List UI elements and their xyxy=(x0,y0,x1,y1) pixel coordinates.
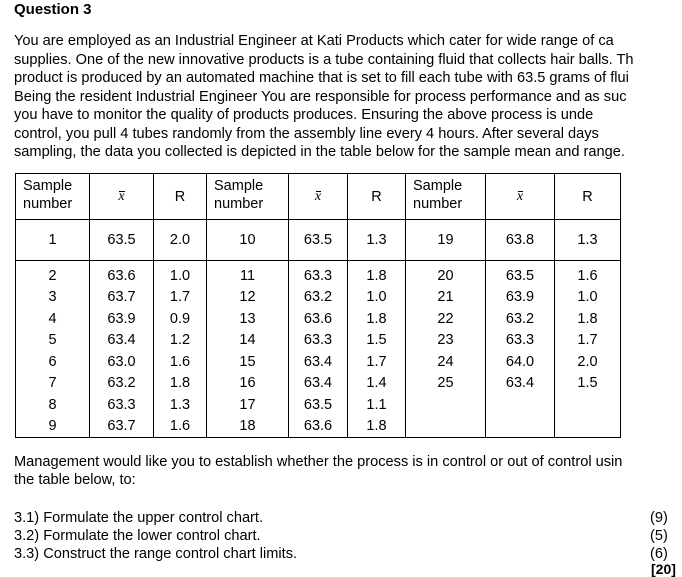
table-cell: 64.0 xyxy=(486,351,555,373)
table-cell xyxy=(486,416,555,438)
table-cell xyxy=(555,394,621,416)
table-cell: 1.4 xyxy=(348,373,406,395)
table-cell: 2.0 xyxy=(154,220,207,261)
table-cell: 63.4 xyxy=(289,373,348,395)
table-cell: 12 xyxy=(207,287,289,309)
sub-question: 3.3) Construct the range control chart limits. xyxy=(14,546,298,562)
table-cell: 63.4 xyxy=(486,373,555,395)
table-header-row xyxy=(16,174,621,220)
management-line: Management would like you to establish whether the process is in control or out of control usin xyxy=(14,454,623,470)
sub-question: 3.2) Formulate the lower control chart. xyxy=(14,528,261,544)
header-sample-number: Sample number xyxy=(16,174,90,220)
table-row xyxy=(16,308,621,330)
header-sample-number: Sample number xyxy=(207,174,289,220)
question-paragraph xyxy=(14,32,682,162)
table-cell: 1.5 xyxy=(555,373,621,395)
paragraph-line: you have to monitor the quality of products produces. Ensuring the above process is unde xyxy=(14,107,594,123)
table-cell: 1.8 xyxy=(555,308,621,330)
table-cell: 13 xyxy=(207,308,289,330)
header-range: R xyxy=(555,174,621,220)
sub-question: 3.1) Formulate the upper control chart. xyxy=(14,510,264,526)
table-cell xyxy=(555,416,621,438)
paragraph-line: supplies. One of the new innovative products is a tube containing fluid that collects hair balls. Th xyxy=(14,51,634,68)
table-cell: 2.0 xyxy=(555,351,621,373)
table-cell: 1.0 xyxy=(555,287,621,309)
table-cell: 1.8 xyxy=(348,261,406,287)
header-range: R xyxy=(348,174,406,220)
table-cell: 24 xyxy=(406,351,486,373)
table-cell: 22 xyxy=(406,308,486,330)
table-cell: 63.2 xyxy=(289,287,348,309)
table-cell: 63.0 xyxy=(90,351,154,373)
table-cell: 63.5 xyxy=(90,220,154,261)
question-marks: (9) xyxy=(650,510,668,526)
table-cell: 1.7 xyxy=(555,330,621,352)
table-cell: 7 xyxy=(16,373,90,395)
table-cell: 1 xyxy=(16,220,90,261)
table-cell: 20 xyxy=(406,261,486,287)
table-cell: 63.6 xyxy=(289,416,348,438)
table-row xyxy=(16,416,621,438)
table-cell: 6 xyxy=(16,351,90,373)
table-cell: 10 xyxy=(207,220,289,261)
question-marks: (5) xyxy=(650,528,668,544)
table-cell: 63.9 xyxy=(486,287,555,309)
marks-column xyxy=(650,509,682,563)
table-row xyxy=(16,394,621,416)
table-cell: 1.2 xyxy=(154,330,207,352)
table-cell: 8 xyxy=(16,394,90,416)
table-cell: 63.5 xyxy=(289,220,348,261)
table-cell: 1.7 xyxy=(348,351,406,373)
table-cell: 1.6 xyxy=(555,261,621,287)
table-row xyxy=(16,220,621,261)
table-cell: 5 xyxy=(16,330,90,352)
table-cell: 0.9 xyxy=(154,308,207,330)
sub-question-list xyxy=(14,509,297,563)
table-cell: 63.6 xyxy=(289,308,348,330)
table-cell: 4 xyxy=(16,308,90,330)
table-row xyxy=(16,261,621,287)
table-cell: 1.8 xyxy=(154,373,207,395)
table-cell: 1.3 xyxy=(555,220,621,261)
table-cell: 63.5 xyxy=(486,261,555,287)
table-cell: 1.0 xyxy=(154,261,207,287)
paragraph-line: sampling, the data you collected is depicted in the table below for the sample mean and range. xyxy=(14,144,625,160)
table-cell: 9 xyxy=(16,416,90,438)
question-heading: Question 3 xyxy=(14,1,92,18)
paragraph-line: control, you pull 4 tubes randomly from the assembly line every 4 hours. After several days xyxy=(14,125,599,142)
paragraph-line: You are employed as an Industrial Engineer at Kati Products which cater for wide range of ca xyxy=(14,33,614,49)
sample-data-table xyxy=(15,173,621,438)
table-cell: 63.2 xyxy=(486,308,555,330)
table-cell: 63.6 xyxy=(90,261,154,287)
header-xbar: x xyxy=(90,174,154,220)
table-cell: 63.8 xyxy=(486,220,555,261)
table-cell xyxy=(406,394,486,416)
table-cell: 1.3 xyxy=(348,220,406,261)
table-cell: 63.7 xyxy=(90,416,154,438)
table-cell: 1.0 xyxy=(348,287,406,309)
table-cell: 1.6 xyxy=(154,351,207,373)
table-cell: 1.8 xyxy=(348,416,406,438)
table-cell: 16 xyxy=(207,373,289,395)
table-cell xyxy=(406,416,486,438)
header-xbar: x xyxy=(289,174,348,220)
table-cell: 19 xyxy=(406,220,486,261)
table-cell: 63.3 xyxy=(289,261,348,287)
table-cell: 63.3 xyxy=(90,394,154,416)
table-cell: 2 xyxy=(16,261,90,287)
table-cell: 1.3 xyxy=(154,394,207,416)
table-row xyxy=(16,351,621,373)
header-sample-number: Sample number xyxy=(406,174,486,220)
table-row xyxy=(16,287,621,309)
table-cell: 1.7 xyxy=(154,287,207,309)
total-marks: [20] xyxy=(651,561,676,577)
management-line: the table below, to: xyxy=(14,472,136,488)
table-cell: 14 xyxy=(207,330,289,352)
table-cell: 1.8 xyxy=(348,308,406,330)
table-cell xyxy=(486,394,555,416)
question-marks: (6) xyxy=(650,546,668,562)
table-body xyxy=(16,220,621,438)
paragraph-line: product is produced by an automated machine that is set to fill each tube with 63.5 grams of flui xyxy=(14,70,629,86)
table-row xyxy=(16,373,621,395)
management-paragraph xyxy=(14,453,682,489)
table-cell: 3 xyxy=(16,287,90,309)
table-cell: 63.9 xyxy=(90,308,154,330)
table-cell: 63.2 xyxy=(90,373,154,395)
table-cell: 1.1 xyxy=(348,394,406,416)
table-cell: 63.3 xyxy=(486,330,555,352)
table-cell: 63.7 xyxy=(90,287,154,309)
table-cell: 63.3 xyxy=(289,330,348,352)
table-cell: 21 xyxy=(406,287,486,309)
header-xbar: x xyxy=(486,174,555,220)
table-cell: 15 xyxy=(207,351,289,373)
table-cell: 1.5 xyxy=(348,330,406,352)
table-cell: 23 xyxy=(406,330,486,352)
table-cell: 25 xyxy=(406,373,486,395)
table-cell: 63.4 xyxy=(289,351,348,373)
table-cell: 17 xyxy=(207,394,289,416)
paragraph-line: Being the resident Industrial Engineer You are responsible for process performance and as suc xyxy=(14,88,627,105)
table-cell: 63.4 xyxy=(90,330,154,352)
table-cell: 11 xyxy=(207,261,289,287)
table-cell: 63.5 xyxy=(289,394,348,416)
header-range: R xyxy=(154,174,207,220)
table-cell: 18 xyxy=(207,416,289,438)
table-cell: 1.6 xyxy=(154,416,207,438)
table-row xyxy=(16,330,621,352)
